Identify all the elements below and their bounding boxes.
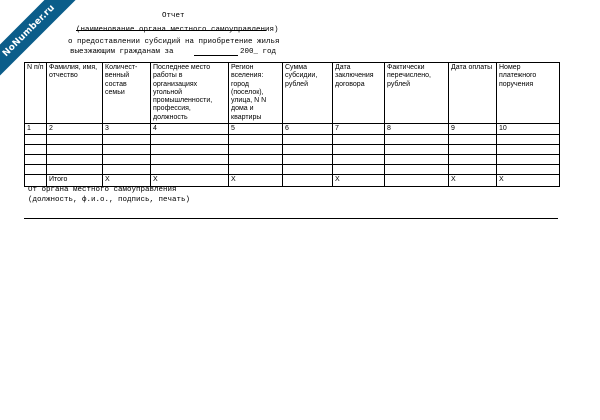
subsidy-report-table xyxy=(24,62,560,187)
table-row xyxy=(25,165,560,175)
total-label: Итого xyxy=(47,175,103,186)
table-row xyxy=(25,135,560,145)
column-header-row xyxy=(25,63,560,124)
total-cell xyxy=(385,175,449,186)
column-header: Дата заключения договора xyxy=(333,63,385,124)
column-number: 3 xyxy=(103,124,151,135)
bottom-divider xyxy=(24,218,558,219)
column-header: Сумма субсидии, рублей xyxy=(283,63,333,124)
document-title: Отчет xyxy=(162,12,185,20)
column-number: 2 xyxy=(47,124,103,135)
total-cell: Х xyxy=(229,175,283,186)
column-number: 6 xyxy=(283,124,333,135)
signer-details-caption: (должность, ф.и.о., подпись, печать) xyxy=(28,196,191,204)
column-number: 10 xyxy=(497,124,560,135)
column-number: 9 xyxy=(449,124,497,135)
column-header: Фактически перечислено, рублей xyxy=(385,63,449,124)
total-cell: Х xyxy=(103,175,151,186)
total-cell: Х xyxy=(333,175,385,186)
column-header: Номер платежного поручения xyxy=(497,63,560,124)
report-period-year: 200_ год xyxy=(240,48,277,56)
table-row xyxy=(25,155,560,165)
total-cell: Х xyxy=(497,175,560,186)
period-blank-underline xyxy=(194,55,238,56)
column-header: Дата оплаты xyxy=(449,63,497,124)
column-header: N п/п xyxy=(25,63,47,124)
column-number-row xyxy=(25,124,560,135)
column-number: 1 xyxy=(25,124,47,135)
table-row xyxy=(25,145,560,155)
signer-caption: От органа местного самоуправления xyxy=(28,186,177,194)
total-cell: Х xyxy=(151,175,229,186)
total-row xyxy=(25,175,560,186)
column-header: Фамилия, имя, отчество xyxy=(47,63,103,124)
column-number: 8 xyxy=(385,124,449,135)
column-number: 5 xyxy=(229,124,283,135)
report-purpose: о предоставлении субсидий на приобретение жилья xyxy=(68,38,280,46)
total-cell xyxy=(283,175,333,186)
column-number: 4 xyxy=(151,124,229,135)
column-number: 7 xyxy=(333,124,385,135)
column-header: Количест-венный состав семьи xyxy=(103,63,151,124)
total-cell xyxy=(25,175,47,186)
report-period-prefix: выезжающим гражданам за xyxy=(70,48,174,56)
column-header: Последнее место работы в организациях угольной промышленности, профессия, должность xyxy=(151,63,229,124)
org-name-caption: (наименование органа местного самоуправления) xyxy=(76,26,279,34)
column-header: Регион вселения: город (поселок), улица, N N дома и квартиры xyxy=(229,63,283,124)
total-cell: Х xyxy=(449,175,497,186)
watermark-text: NoNumber.ru xyxy=(0,3,57,60)
